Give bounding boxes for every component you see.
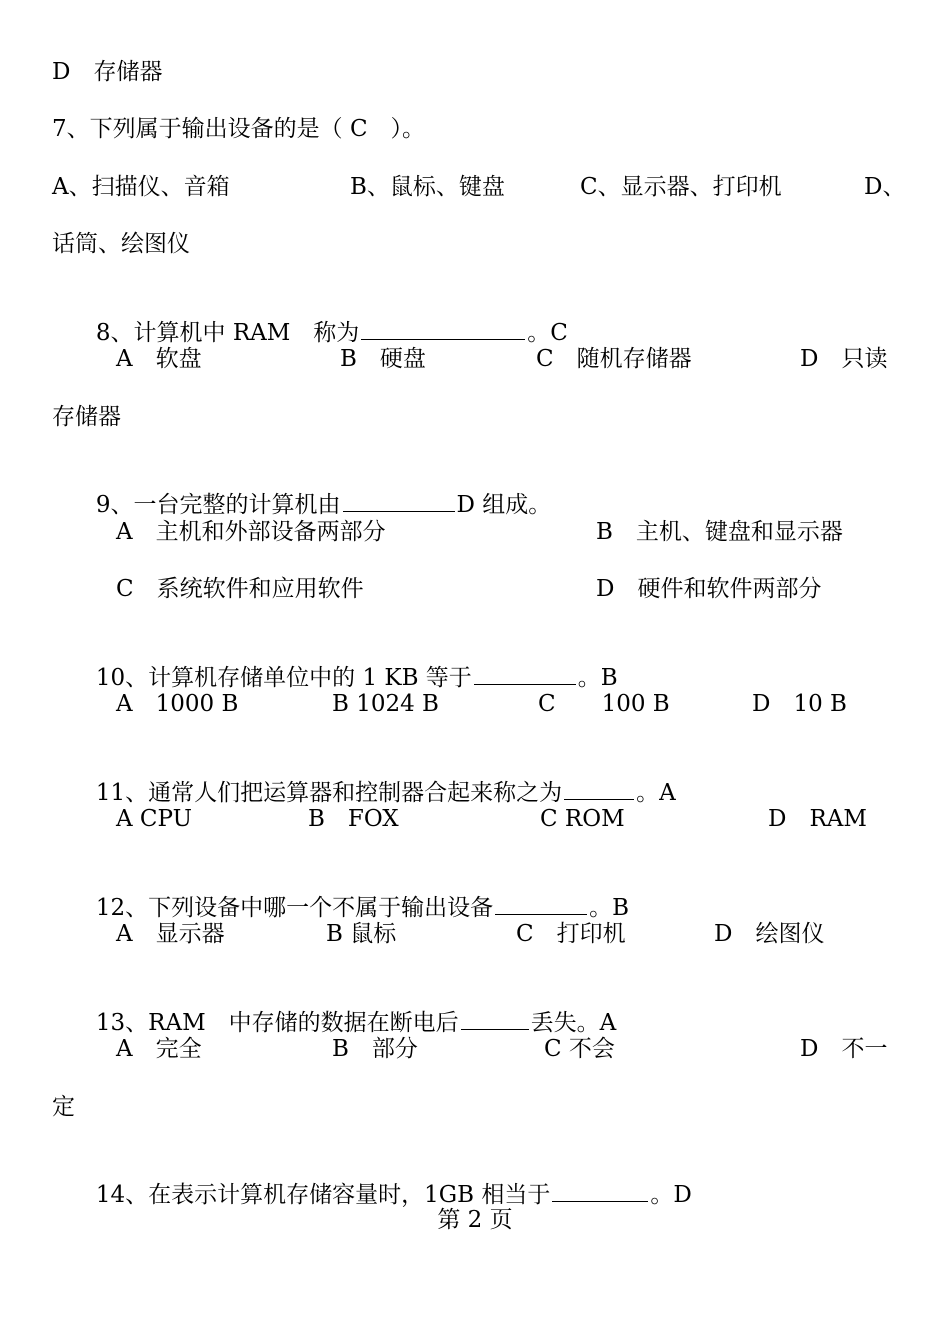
question-11-options <box>116 804 910 834</box>
answer-key: D 组成。 <box>456 492 552 518</box>
question-9-options-row1 <box>116 517 910 547</box>
question-14 <box>52 1149 910 1208</box>
option-d: D 绘图仪 <box>714 921 825 947</box>
option-continuation <box>52 229 910 259</box>
option-b: B 主机、键盘和显示器 <box>596 519 843 545</box>
question-text: 11、通常人们把运算器和控制器合起来称之为 <box>95 780 563 806</box>
answer-blank <box>564 777 634 800</box>
question-text: 9、一台完整的计算机由 <box>95 492 341 518</box>
answer-key: 。D <box>650 1182 692 1208</box>
question-13 <box>52 977 910 1036</box>
answer-blank <box>474 662 576 685</box>
option-d-continued: 定 <box>52 1094 75 1120</box>
option-b: B 硬盘 <box>340 346 426 372</box>
answer-blank <box>361 317 525 340</box>
option-d: D 不一 <box>800 1036 888 1062</box>
option-a: A、扫描仪、音箱 <box>52 174 230 200</box>
option-b: B 1024 B <box>332 691 439 717</box>
answer-key: 丢失。A <box>530 1010 617 1036</box>
option-a: A 软盘 <box>116 346 202 372</box>
answer-key: 。C <box>527 320 568 346</box>
answer-key: 。A <box>636 780 676 806</box>
question-13-options <box>116 1034 910 1064</box>
option-d: D 存储器 <box>52 59 163 85</box>
question-text: 12、下列设备中哪一个不属于输出设备 <box>95 895 494 921</box>
question-10-options <box>116 689 910 719</box>
option-c: C ROM <box>540 806 625 832</box>
question-11 <box>52 747 910 806</box>
option-d: D 只读 <box>800 346 888 372</box>
page-number: 第 2 页 <box>437 1207 513 1233</box>
question-7 <box>52 114 910 144</box>
option-b: B 鼠标 <box>326 921 397 947</box>
option-c: C、显示器、打印机 <box>580 174 782 200</box>
option-a: A 显示器 <box>116 921 225 947</box>
answer-blank <box>343 489 455 512</box>
question-10 <box>52 632 910 691</box>
question-9 <box>52 459 910 518</box>
option-b: B FOX <box>308 806 399 832</box>
option-d: D RAM <box>768 806 867 832</box>
answer-blank <box>552 1179 648 1202</box>
question-text: 8、计算机中 RAM 称为 <box>95 320 360 346</box>
option-d-continued: 话筒、绘图仪 <box>52 231 190 257</box>
answer-key: 。B <box>577 665 618 691</box>
question-9-options-row2 <box>116 574 910 604</box>
option-a: A 完全 <box>116 1036 202 1062</box>
answer-blank <box>495 892 587 915</box>
option-line <box>52 57 910 87</box>
question-12 <box>52 862 910 921</box>
option-c: C 系统软件和应用软件 <box>116 576 364 602</box>
question-7-options <box>52 172 910 202</box>
option-continuation <box>52 402 910 432</box>
question-text: 14、在表示计算机存储容量时，1GB 相当于 <box>95 1182 551 1208</box>
option-c: C 不会 <box>544 1036 615 1062</box>
answer-key: 。B <box>589 895 630 921</box>
question-8 <box>52 287 910 346</box>
option-b: B、鼠标、键盘 <box>350 174 505 200</box>
option-a: A 主机和外部设备两部分 <box>116 519 386 545</box>
question-text: 10、计算机存储单位中的 1 KB 等于 <box>95 665 472 691</box>
option-a: A CPU <box>116 806 192 832</box>
option-d: D 10 B <box>752 691 847 717</box>
option-c: C 100 B <box>538 691 670 717</box>
option-d-continued: 存储器 <box>52 404 121 430</box>
option-continuation <box>52 1092 910 1122</box>
option-d: D、 <box>864 174 906 200</box>
option-c: C 打印机 <box>516 921 626 947</box>
question-text: 7、下列属于输出设备的是（ C ）。 <box>52 116 426 142</box>
option-c: C 随机存储器 <box>536 346 692 372</box>
option-d: D 硬件和软件两部分 <box>596 576 822 602</box>
option-b: B 部分 <box>332 1036 418 1062</box>
answer-blank <box>461 1007 529 1030</box>
option-a: A 1000 B <box>116 691 239 717</box>
question-12-options <box>116 919 910 949</box>
question-8-options <box>116 344 910 374</box>
question-text: 13、RAM 中存储的数据在断电后 <box>95 1010 459 1036</box>
